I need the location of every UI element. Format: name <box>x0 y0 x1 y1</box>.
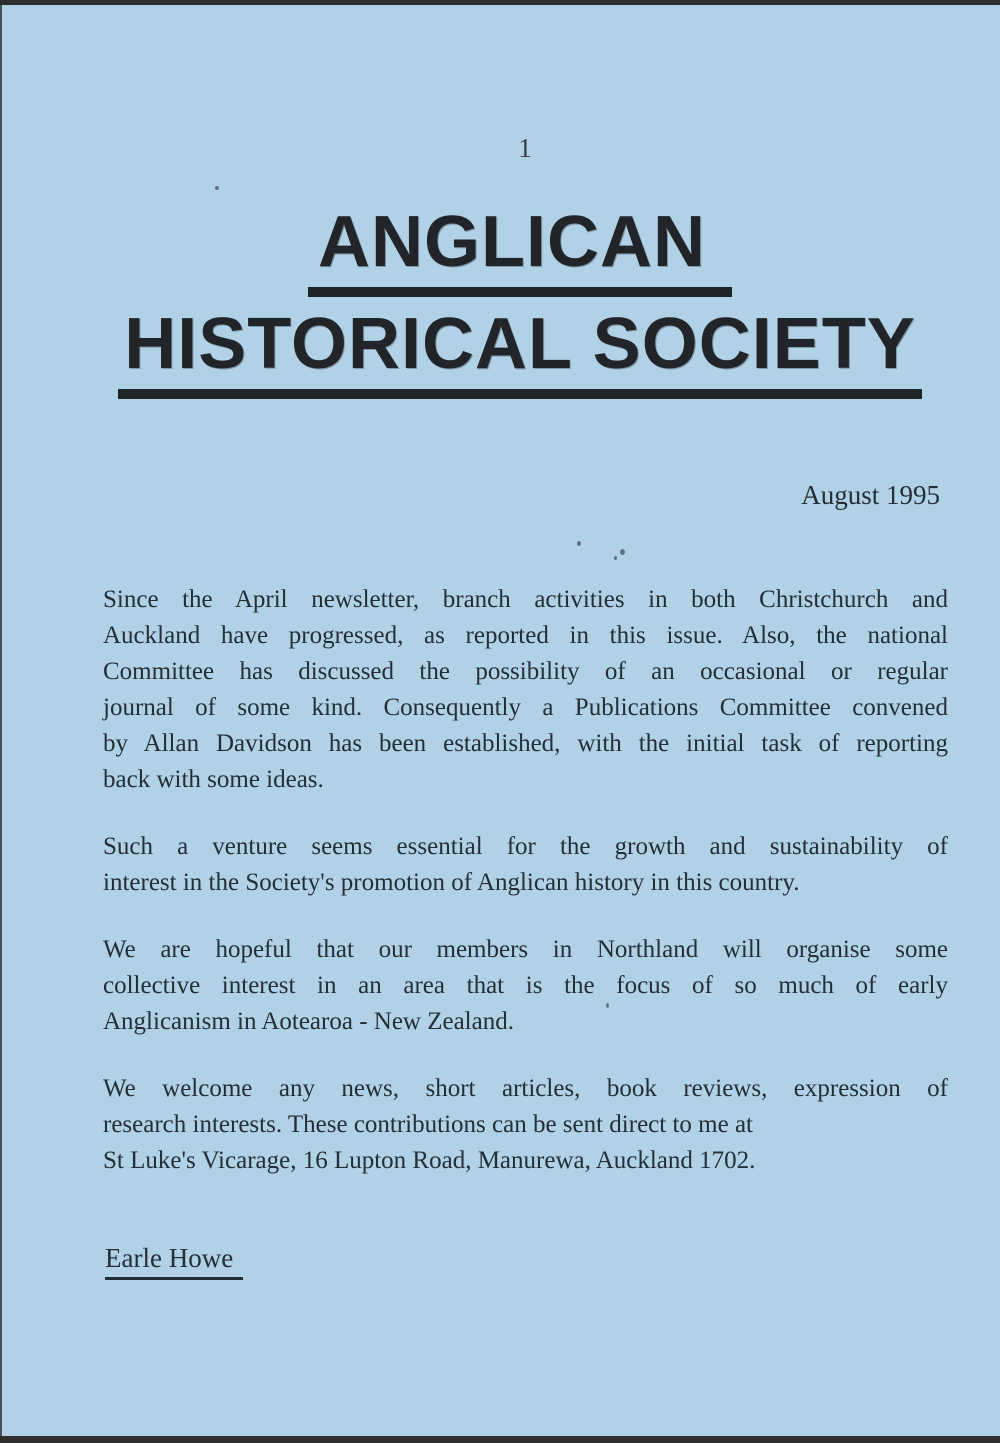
text-line: Anglicanism in Aotearoa - New Zealand. <box>103 1008 514 1035</box>
paragraph <box>103 582 948 798</box>
text-line: collective interest in an area that is the focus of so much of early <box>103 972 948 999</box>
signature <box>105 1243 243 1280</box>
signature-name: Earle Howe <box>105 1243 243 1280</box>
text-line: Auckland have progressed, as reported in this issue. Also, the national <box>103 622 948 649</box>
title-line-2: HISTORICAL SOCIETY <box>118 308 921 399</box>
scan-edge-top <box>0 0 1000 5</box>
newsletter-title <box>70 202 970 399</box>
text-line: back with some ideas. <box>103 766 324 793</box>
paragraph <box>103 932 948 1040</box>
scan-speck <box>620 549 625 555</box>
paragraph <box>103 829 948 901</box>
text-line: journal of some kind. Consequently a Publications Committee convened <box>103 694 948 721</box>
text-line: We are hopeful that our members in Northland will organise some <box>103 936 948 963</box>
body-paragraphs <box>103 582 948 1210</box>
scan-speck <box>215 186 219 190</box>
issue-date: August 1995 <box>801 480 940 510</box>
text-line: Such a venture seems essential for the growth and sustainability of <box>103 833 948 860</box>
text-line: We welcome any news, short articles, book reviews, expression of <box>103 1075 948 1102</box>
scan-edge-bottom <box>0 1436 1000 1443</box>
text-line: Since the April newsletter, branch activities in both Christchurch and <box>103 586 948 613</box>
scan-speck <box>577 541 581 546</box>
text-line: by Allan Davidson has been established, with the initial task of reporting <box>103 730 948 757</box>
page-number: 1 <box>518 133 532 163</box>
text-line: interest in the Society's promotion of Anglican history in this country. <box>103 869 800 896</box>
text-line: research interests. These contributions can be sent direct to me at <box>103 1111 753 1138</box>
text-line: Committee has discussed the possibility of an occasional or regular <box>103 658 948 685</box>
text-line: St Luke's Vicarage, 16 Lupton Road, Manurewa, Auckland 1702. <box>103 1147 756 1174</box>
title-line-1: ANGLICAN <box>308 206 732 297</box>
paragraph <box>103 1071 948 1179</box>
scan-edge-left <box>0 0 2 1443</box>
scan-speck <box>614 556 617 560</box>
